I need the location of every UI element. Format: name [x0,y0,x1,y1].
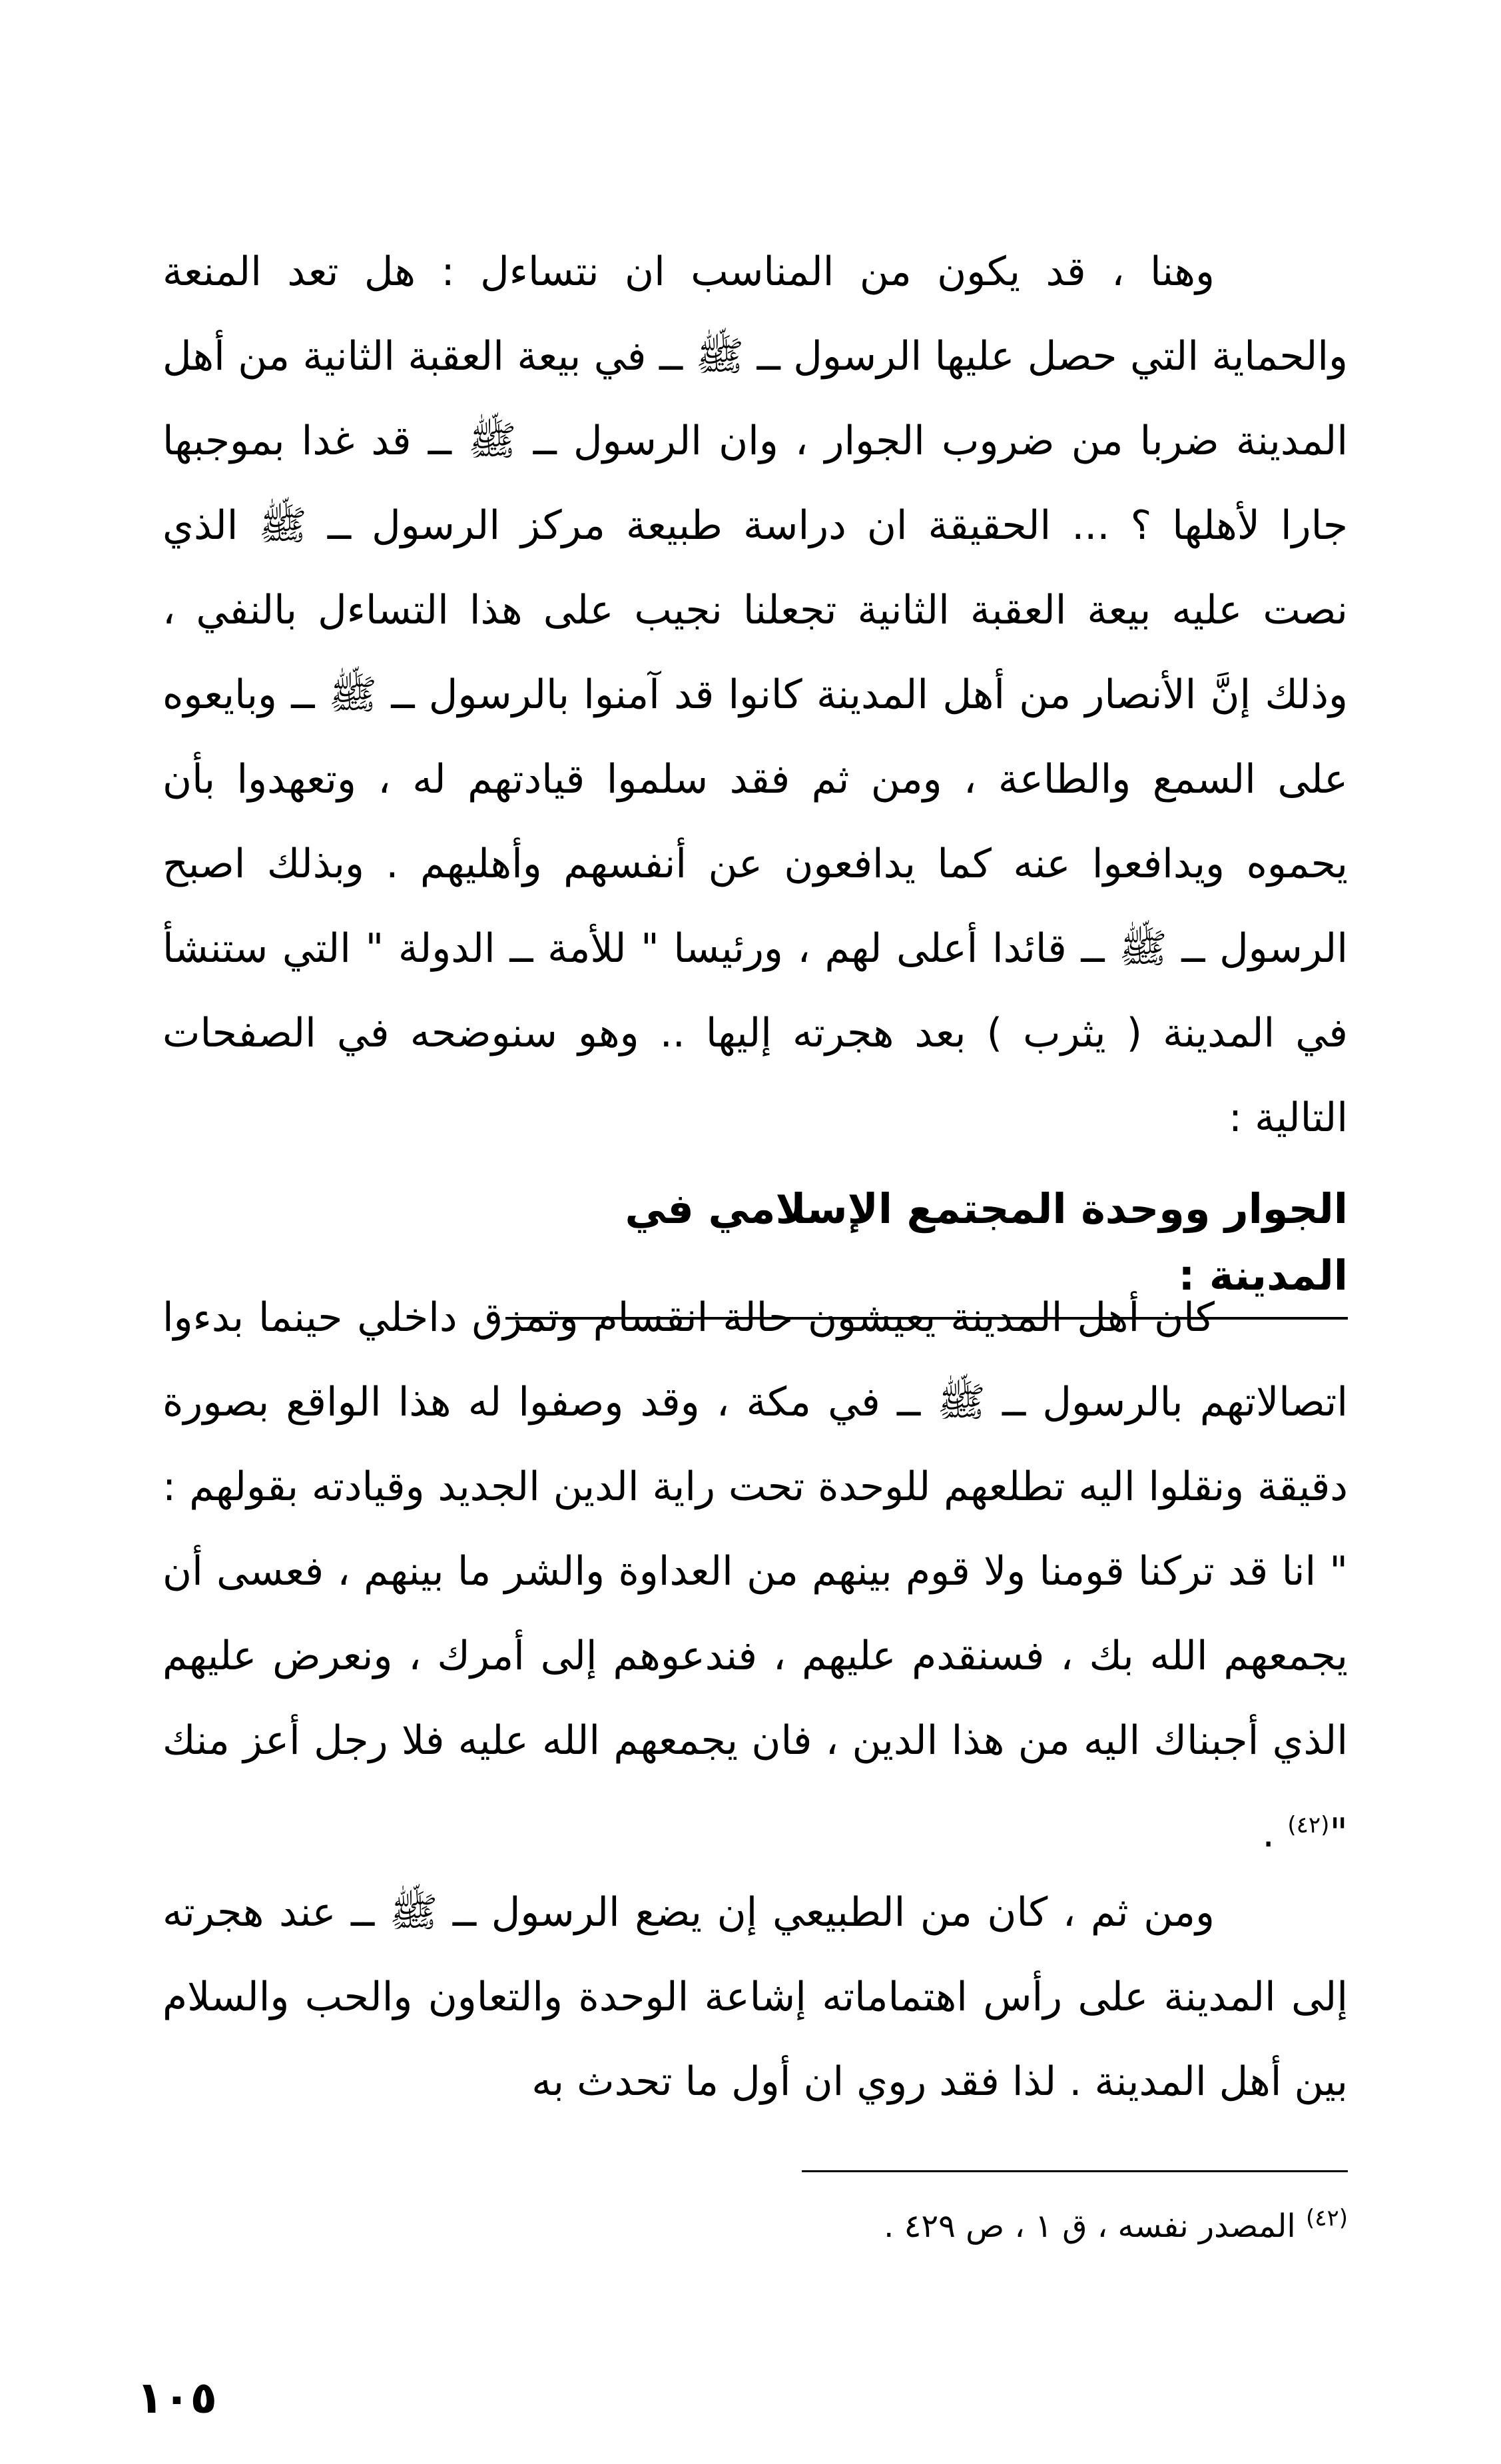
footnote-marker: (٤٢) [1305,2205,1348,2232]
paragraph-3 [162,1870,1348,2124]
paragraph-1-text: وهنا ، قد يكون من المناسب ان نتساءل : هل تعد المنعة والحماية التي حصل عليها الرسول ــ ﷺ ــ في بيعة العقبة الثانية من أهل المدينة ضربا من ضروب الجوار ، وان الرسول ــ ﷺ ــ قد غدا بموجبها جارا لأهلها ؟ ... الحقيقة ان دراسة طبيعة مركز الرسول ــ ﷺ الذي نصت عليه بيعة العقبة الثانية تجعلنا نجيب على هذا التساءل بالنفي ، وذلك إنَّ الأنصار من أهل المدينة كانوا قد آمنوا بالرسول ــ ﷺ ــ وبايعوه على السمع والطاعة ، ومن ثم فقد سلموا قيادتهم له ، وتعهدوا بأن يحموه ويدافعوا عنه كما يدافعون عن أنفسهم وأهليهم . وبذلك اصبح الرسول ــ ﷺ ــ قائدا أعلى لهم ، ورئيسا " للأمة ــ الدولة " التي ستنشأ في المدينة ( يثرب ) بعد هجرته إليها .. وهو سنوضحه في الصفحات التالية : [162,248,1348,1141]
footnote-reference: (٤٢) [1287,1812,1330,1839]
footnote-divider [802,2170,1348,2172]
footnote-text: المصدر نفسه ، ق ١ ، ص ٤٢٩ . [884,2208,1306,2245]
paragraph-3-text: ومن ثم ، كان من الطبيعي إن يضع الرسول ــ ﷺ ــ عند هجرته إلى المدينة على رأس اهتماماته إشاعة الوحدة والتعاون والحب والسلام بين أهل المدينة . لذا فقد روي ان أول ما تحدث به [162,1889,1348,2105]
footnote [162,2192,1348,2253]
section-heading-text: الجوار ووحدة المجتمع الإسلامي في المدينة : [625,1184,1348,1300]
paragraph-2-text: كان أهل المدينة يعيشون حالة انقسام وتمزق داخلي حينما بدءوا اتصالاتهم بالرسول ــ ﷺ ــ في مكة ، وقد وصفوا له هذا الواقع بصورة دقيقة ونقلوا اليه تطلعهم للوحدة تحت راية الدين الجديد وقيادته بقولهم : " انا قد تركنا قومنا ولا قوم بينهم من العداوة والشر ما بينهم ، فعسى أن يجمعهم الله بك ، فسنقدم عليهم ، فندعوهم إلى أمرك ، ونعرض عليهم الذي أجبناك اليه من هذا الدين ، فان يجمعهم الله عليه فلا رجل أعز منك " [162,1294,1348,1856]
page-number: ١٠٥ [137,2372,217,2423]
paragraph-2-end: . [1262,1810,1288,1856]
paragraph-1 [162,230,1348,1160]
paragraph-2 [162,1276,1348,1876]
